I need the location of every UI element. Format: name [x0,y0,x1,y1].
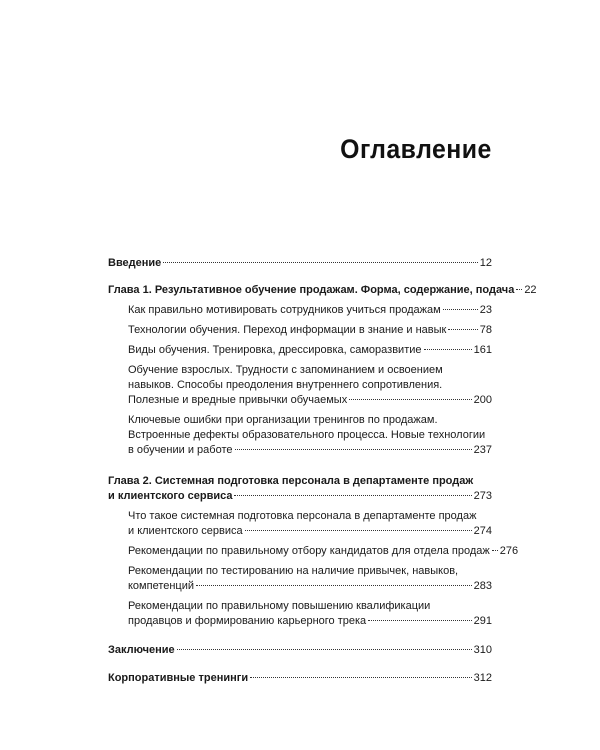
toc-entry-c2-s3[interactable] [128,564,492,594]
dot-leader [235,449,472,450]
toc-entry-text: Полезные и вредные привычки обучаемых [128,394,348,406]
toc-entry-text: Как правильно мотивировать сотрудников учиться продажам [128,304,441,316]
toc-entry-text-line: Рекомендации по тестированию на наличие привычек, навыков, [128,565,459,577]
toc-page-number: 310 [473,644,492,656]
toc-page-number: 237 [473,444,492,456]
dot-leader [163,262,477,263]
toc-entry-text: Заключение [108,644,175,656]
dot-leader [368,620,471,621]
dot-leader [250,677,472,678]
dot-leader [234,495,471,496]
toc-page-number: 276 [499,545,519,557]
toc-page-number: 78 [479,324,492,336]
toc-page-number: 273 [473,490,492,502]
dot-leader [424,349,472,350]
toc-entry-text-line: Глава 2. Системная подготовка персонала в департаменте продаж [108,475,474,487]
dot-leader [196,585,472,586]
toc-entry-text: Введение [108,257,162,269]
toc-entry-text: Рекомендации по правильному отбору кандидатов для отдела продаж [128,545,490,557]
dot-leader [245,530,472,531]
toc-page-number: 283 [473,580,492,592]
toc-entry-c1-s3[interactable] [128,343,492,358]
toc-page-number: 12 [479,257,492,269]
toc-entry-text-line: навыков. Способы преодоления внутреннего сопротивления. [128,379,443,391]
table-of-contents [108,256,537,686]
toc-entry-text-line: Рекомендации по правильному повышению квалификации [128,600,431,612]
toc-entry-c1-s4[interactable] [128,363,492,408]
toc-page-number: 274 [473,525,492,537]
dot-leader [443,309,478,310]
toc-entry-text: Корпоративные тренинги [108,672,249,684]
toc-entry-c1-s2[interactable] [128,323,492,338]
toc-entry-c2-s2[interactable] [128,544,519,559]
toc-entry-conclusion[interactable] [108,643,492,658]
toc-entry-intro[interactable] [108,256,492,271]
page-title: Оглавление [340,134,492,164]
dot-leader [492,550,498,551]
toc-entry-corporate-trainings[interactable] [108,671,492,686]
toc-entry-text-line: Обучение взрослых. Трудности с запоминанием и освоением [128,364,443,376]
toc-entry-c2-s1[interactable] [128,509,492,539]
toc-entry-text-line: Что такое системная подготовка персонала в департаменте продаж [128,510,477,522]
toc-entry-text: компетенций [128,580,195,592]
toc-entry-text: Виды обучения. Тренировка, дрессировка, саморазвитие [128,344,422,356]
toc-entry-c1-s5[interactable] [128,413,492,458]
toc-entry-text: и клиентского сервиса [128,525,243,537]
dot-leader [349,399,471,400]
toc-entry-text: в обучении и работе [128,444,233,456]
toc-entry-text: Технологии обучения. Переход информации в знание и навык [128,324,447,336]
toc-entry-chapter-2[interactable] [108,474,492,504]
toc-entry-text-line: Встроенные дефекты образовательного процесса. Новые технологии [128,429,486,441]
dot-leader [448,329,477,330]
toc-entry-text-line: Ключевые ошибки при организации тренингов по продажам. [128,414,438,426]
toc-page-number: 291 [473,615,492,627]
toc-entry-c1-s1[interactable] [128,303,492,318]
toc-page-number: 161 [473,344,492,356]
toc-entry-c2-s4[interactable] [128,599,492,629]
toc-entry-text: продавцов и формированию карьерного трека [128,615,367,627]
toc-entry-text: Глава 1. Результативное обучение продажам. Форма, содержание, подача [108,284,515,296]
dot-leader [177,649,472,650]
toc-page-number: 22 [524,284,537,296]
toc-page-number: 200 [473,394,492,406]
toc-entry-text: и клиентского сервиса [108,490,233,502]
toc-page-number: 312 [473,672,492,684]
toc-page-number: 23 [479,304,492,316]
toc-entry-chapter-1[interactable] [108,283,537,298]
dot-leader [516,289,522,290]
